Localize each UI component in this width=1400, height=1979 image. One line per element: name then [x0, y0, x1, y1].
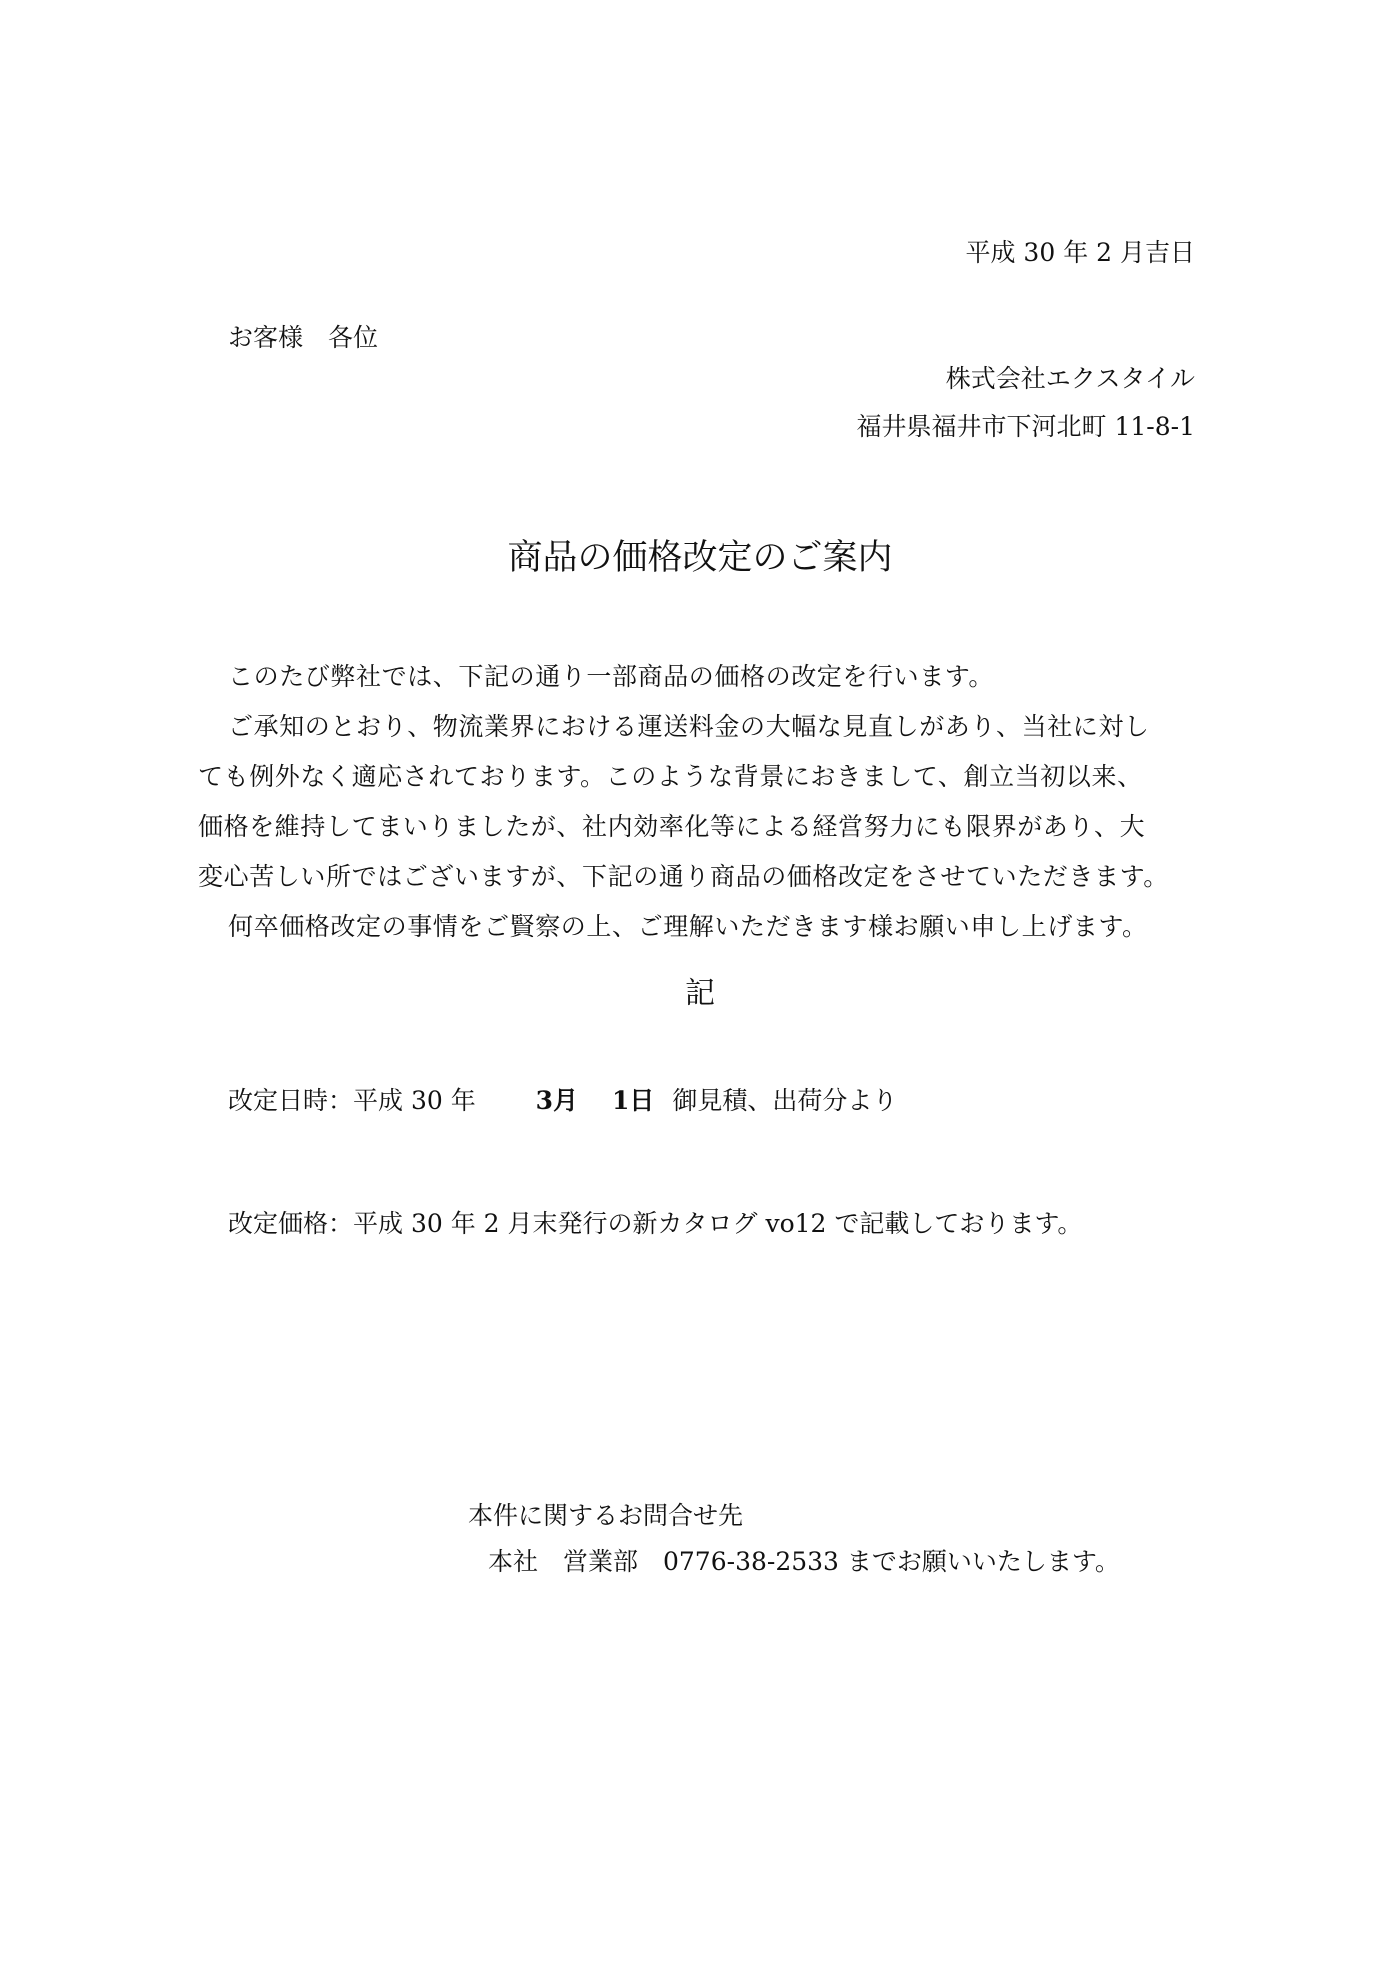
revision-date: [228, 1086, 897, 1116]
body-line: 何卒価格改定の事情をご賢察の上、ご理解いただきます様お願い申し上げます。: [228, 912, 1148, 941]
body-line: ご承知のとおり、物流業界における運送料金の大幅な見直しがあり、当社に対し: [228, 712, 1150, 741]
body-line: このたび弊社では、下記の通り一部商品の価格の改定を行います。: [228, 662, 995, 691]
contact-line: 本社 営業部 0776-38-2533 までお願いいたします。: [488, 1547, 1120, 1576]
document-date: 平成 30 年 2 月吉日: [965, 238, 1195, 267]
contact-heading: 本件に関するお問合せ先: [468, 1501, 744, 1530]
body-line: ても例外なく適応されております。このような背景におきまして、創立当初以来、: [198, 762, 1143, 791]
ki-heading: 記: [685, 976, 715, 1011]
company-name: 株式会社エクスタイル: [945, 364, 1195, 393]
revision-day: 1日: [612, 1086, 655, 1115]
document-title: 商品の価格改定のご案内: [507, 538, 893, 578]
revision-month: 3月: [535, 1086, 579, 1115]
recipient: お客様 各位: [228, 323, 379, 352]
revision-price: 改定価格：平成 30 年 2 月末発行の新カタログ vo12 で記載しております。: [228, 1209, 1083, 1238]
body-line: 変心苦しい所ではございますが、下記の通り商品の価格改定をさせていただきます。: [198, 862, 1169, 891]
body-line: 価格を維持してまいりましたが、社内効率化等による経営努力にも限界があり、大: [198, 812, 1146, 841]
revision-date-label: 改定日時：平成 30 年: [228, 1086, 476, 1115]
revision-date-suffix: 御見積、出荷分より: [672, 1086, 898, 1115]
company-address: 福井県福井市下河北町 11-8-1: [856, 412, 1195, 441]
